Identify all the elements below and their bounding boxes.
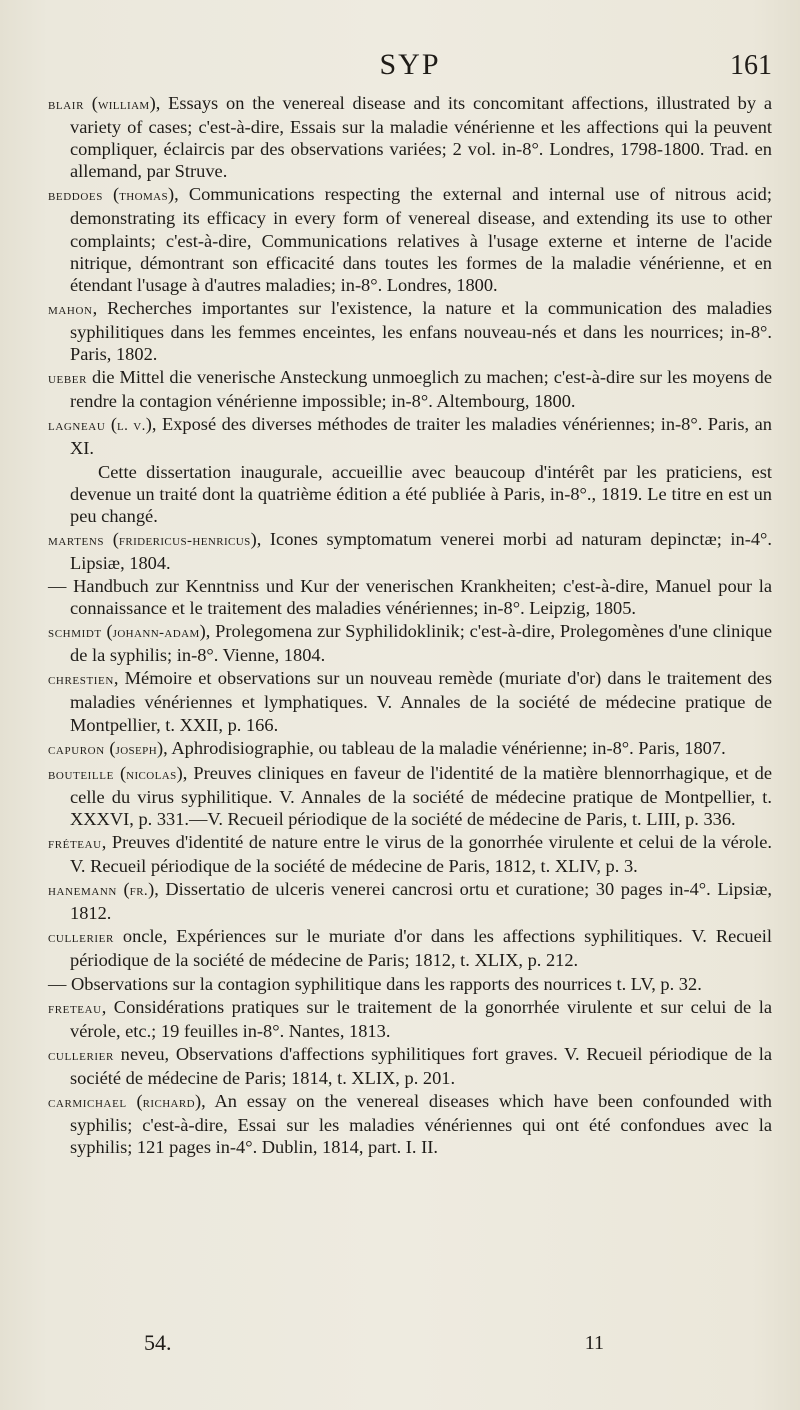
entry-schmidt: schmidt (johann-adam), Prolegomena zur Syphilidoklinik; c'est-à-dire, Prolegomènes d'une clinique de la syphilis; in-8°. Vienne, 1804. xyxy=(48,621,772,666)
entry-lagneau-note: Cette dissertation inaugurale, accueillie avec beaucoup d'intérêt par les praticiens, est devenue un traité dont la quatrième édition a été publiée à Paris, in-8°., 1819. Le titre en est un peu changé. xyxy=(70,461,772,526)
signature-mark: 54. xyxy=(144,1330,172,1355)
entry-martens-handbuch: — Handbuch zur Kenntniss und Kur der venerischen Krankheiten; c'est-à-dire, Manuel pour la connaissance et le traitement des maladies vénériennes; in-8°. Leipzig, 1805. xyxy=(48,575,772,619)
signature-mark-right: 11 xyxy=(584,1332,604,1354)
entry-blair: blair (william), Essays on the venereal disease and its concomitant affections, illustrated by a variety of cases; c'est-à-dire, Essais sur la maladie vénérienne et les affections qui la peuvent compliquer, éclaircis par des observations variées; 2 vol. in-8°. Londres, 1798-1800. Trad. en allemand, par Struve. xyxy=(48,93,772,182)
entry-freteau-2: freteau, Considérations pratiques sur le traitement de la gonorrhée virulente et sur celui de la vérole, etc.; 19 feuilles in-8°. Nantes, 1813. xyxy=(48,996,772,1041)
entry-chrestien: chrestien, Mémoire et observations sur un nouveau remède (muriate d'or) dans le traitement des maladies vénériennes et lymphatiques. V. Annales de la société de médecine pratique de Montpellier, t. XXII, p. 166. xyxy=(48,668,772,735)
entry-cullerier-observations: — Observations sur la contagion syphilitique dans les rapports des nourrices t. LV, p. 32. xyxy=(48,973,702,994)
entry-cullerier-neveu: cullerier neveu, Observations d'affections syphilitiques fort graves. V. Recueil périodique de la société de médecine de Paris; 1814, t. XLIX, p. 201. xyxy=(48,1043,772,1088)
entry-bouteille: bouteille (nicolas), Preuves cliniques en faveur de l'identité de la matière blennorrhagique, et de celle du virus syphilitique. V. Annales de la société de médecine pratique de Montpellier, t. XXXVI, p. 331.—V. Recueil périodique de la société de médecine de Paris, t. LIII, p. 336. xyxy=(48,762,772,829)
running-title: SYP xyxy=(379,48,441,81)
entry-capuron: capuron (joseph), Aphrodisiographie, ou tableau de la maladie vénérienne; in-8°. Paris, 1807. xyxy=(48,737,726,758)
entry-ueber: ueber die Mittel die venerische Ansteckung unmoeglich zu machen; c'est-à-dire sur les moyens de rendre la contagion vénérienne impossible; in-8°. Altembourg, 1800. xyxy=(48,367,772,412)
bibliography-list xyxy=(48,92,772,1159)
page-footer xyxy=(48,1330,772,1360)
entry-lagneau: lagneau (l. v.), Exposé des diverses méthodes de traiter les maladies vénériennes; in-8°. Paris, an XI. xyxy=(48,414,772,459)
entry-freteau-1: fréteau, Preuves d'identité de nature entre le virus de la gonorrhée virulente et celui de la vérole. V. Recueil périodique de la société de médecine de Paris, 1812, t. XLIV, p. 3. xyxy=(48,832,772,877)
entry-mahon: mahon, Recherches importantes sur l'existence, la nature et la communication des maladies syphilitiques dans les femmes enceintes, les enfans nouveau-nés et dans les nourrices; in-8°. Paris, 1802. xyxy=(48,297,772,365)
page-number: 161 xyxy=(730,50,772,81)
entry-beddoes: beddoes (thomas), Communications respecting the external and internal use of nitrous acid; demonstrating its efficacy in every form of venereal disease, and extending its use to other complaints; c'est-à-dire, Communications relatives à l'usage externe et interne de l'acide nitrique, démontrant son efficacité dans toutes les formes de la maladie vénérienne, et en étendant l'usage à d'autres maladies; in-8°. Londres, 1800. xyxy=(48,184,772,295)
entry-carmichael: carmichael (richard), An essay on the venereal diseases which have been confounded with syphilis; c'est-à-dire, Essai sur les maladies vénériennes qui ont été confondues avec la syphilis; 121 pages in-4°. Dublin, 1814, part. I. II. xyxy=(48,1091,772,1158)
entry-cullerier-oncle: cullerier oncle, Expériences sur le muriate d'or dans les affections syphilitiques. V. Recueil périodique de la société de médecine de Paris; 1812, t. XLIX, p. 212. xyxy=(48,926,772,971)
entry-hanemann: hanemann (fr.), Dissertatio de ulceris venerei cancrosi ortu et curatione; 30 pages in-4°. Lipsiæ, 1812. xyxy=(48,879,772,924)
entry-martens: martens (fridericus-henricus), Icones symptomatum venerei morbi ad naturam depinctæ; in-4°. Lipsiæ, 1804. xyxy=(48,528,772,573)
page-header xyxy=(48,48,772,88)
